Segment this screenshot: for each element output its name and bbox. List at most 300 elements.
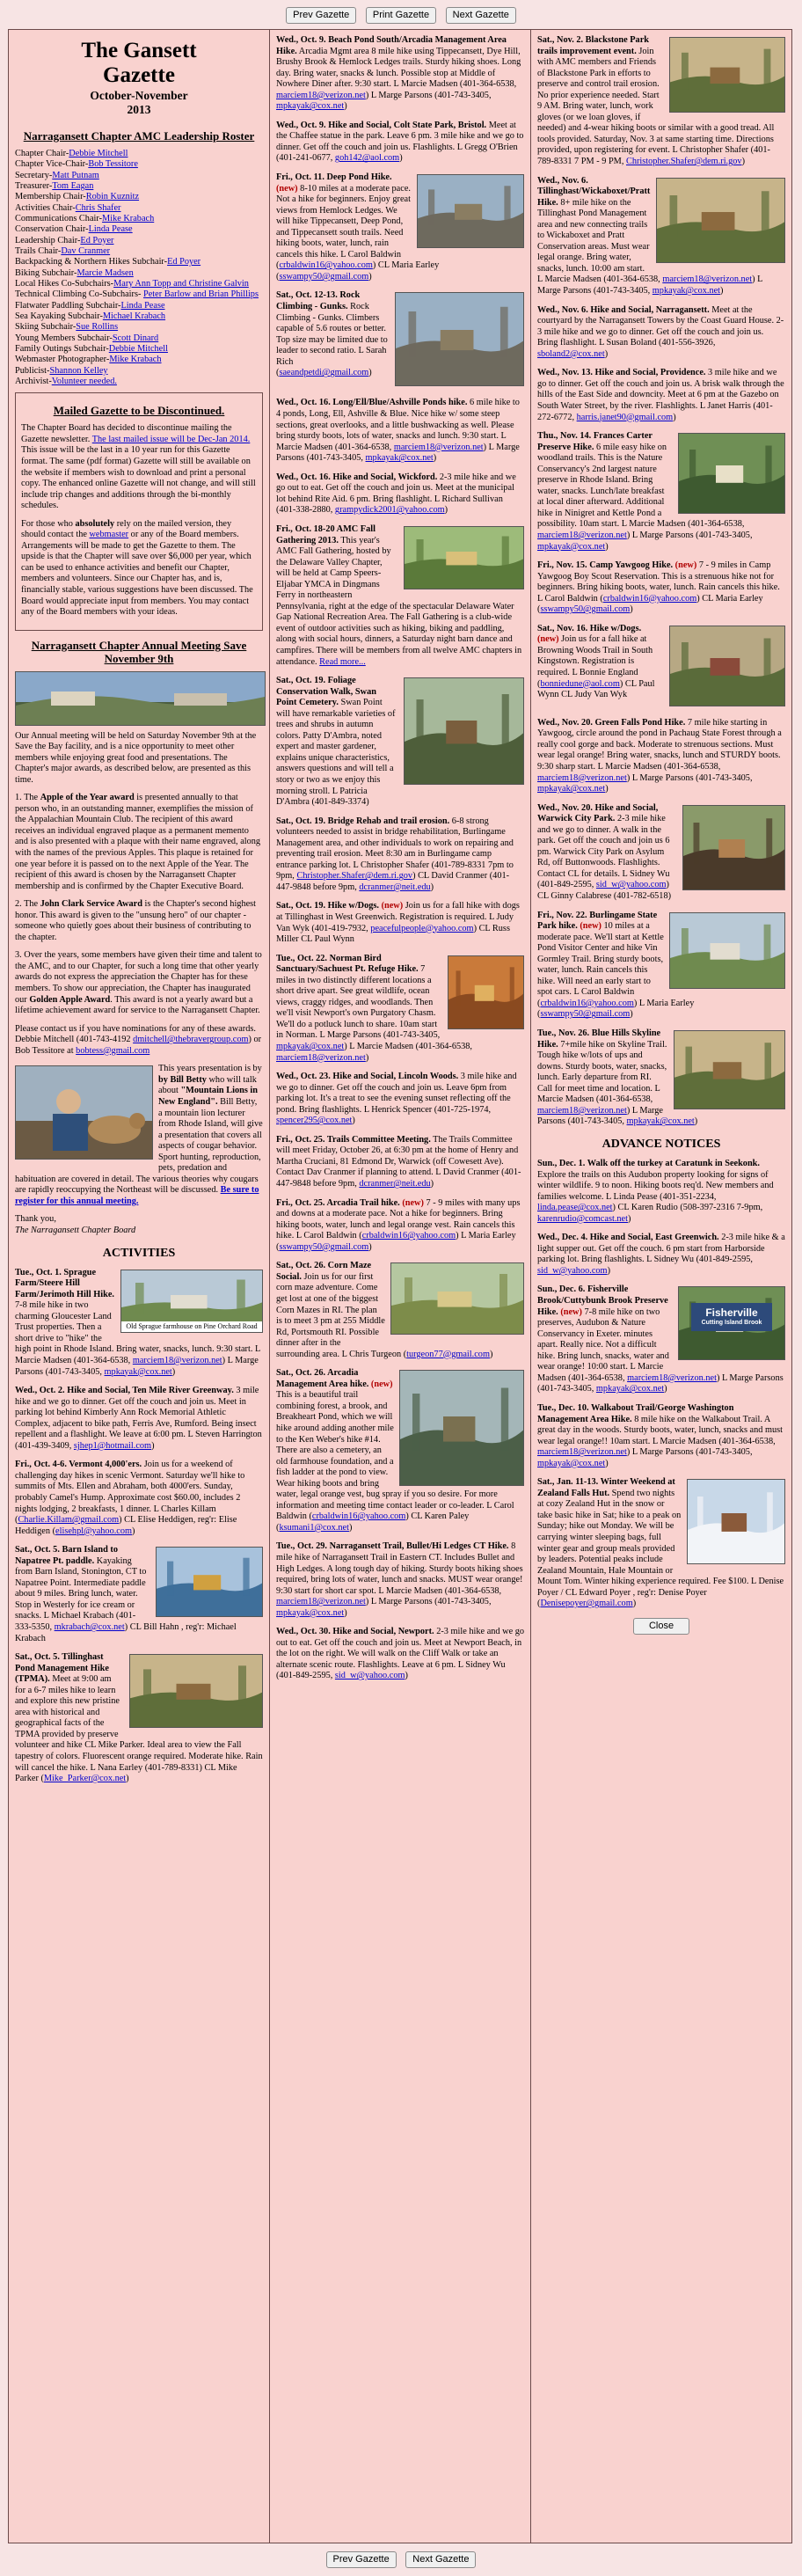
contact-link[interactable]: sid_w@yahoo.com [334, 1671, 405, 1681]
contact-link[interactable]: crbaldwin16@yahoo.com [311, 1511, 406, 1522]
event-date: Fri., Nov. 22. [537, 910, 587, 920]
mailed-heading: Mailed Gazette to be Discontinued. [53, 404, 225, 418]
prev-gazette-button[interactable]: Prev Gazette [326, 2551, 397, 2568]
contact-link[interactable]: crbaldwin16@yahoo.com [540, 998, 634, 1008]
contact-link[interactable]: marciem18@verizon.net [537, 772, 627, 783]
event-item [537, 431, 785, 553]
event-heading [537, 305, 710, 315]
contact-link[interactable]: marciem18@verizon.net [276, 1052, 366, 1063]
roster-name[interactable]: Bob Tessitore [88, 159, 138, 170]
contact-link[interactable]: sjhep1@hotmail.com [73, 1440, 152, 1451]
event-date: Wed., Dec. 4. [537, 1233, 588, 1243]
event-text: ) [605, 1458, 609, 1468]
trail-photo [669, 37, 785, 113]
contact-link[interactable]: marciem18@verizon.net [393, 442, 484, 452]
new-badge: (new) [399, 1197, 424, 1208]
event-text: ) [433, 453, 437, 464]
event-item [276, 398, 524, 464]
event-text: ) CL Maria Earley ( [276, 260, 440, 282]
contact-link[interactable]: mkrabach@cox.net [54, 1622, 125, 1632]
register-link[interactable]: Be sure to register for this annual meeting. [15, 1185, 259, 1206]
contact-link[interactable]: mpkayak@cox.net [104, 1366, 172, 1377]
text: Please contact us if you have nominations for any of these awards. Debbie Mitchell (401-743-4192 [15, 1023, 256, 1045]
event-body: 2-3 mile hike & a light supper out. Get off the couch. 6 pm start from Harborside parking lot. Bring flashlights. L Sidney Wu (401-849-2595, [537, 1233, 785, 1265]
event-text: ) [365, 1052, 369, 1063]
trail-photo [674, 1030, 785, 1109]
event-title: Vermont 4,000'ers. [69, 1460, 142, 1470]
text: . This award is not a yearly award but a lifetime achievement award for service to the Narragansett Chapter. [15, 994, 260, 1016]
event-title: Winter Weekend at Zealand Falls Hut. [537, 1477, 675, 1498]
new-badge: (new) [558, 1306, 582, 1317]
event-item [537, 803, 785, 903]
event-text: ) [368, 1241, 372, 1252]
contact-link[interactable]: marciem18@verizon.net [276, 90, 366, 100]
event-title: Beach Pond South/Arcadia Management Area Hike. [276, 35, 507, 56]
text: The Narragansett Chapter Board [15, 1225, 136, 1235]
contact-link[interactable]: crbaldwin16@yahoo.com [361, 1231, 456, 1241]
event-heading [276, 398, 467, 407]
roster-name[interactable]: Marcie Madsen [77, 267, 134, 278]
roster-row [15, 311, 263, 322]
event-text: ) L Marge Parsons (401-743-3405, [276, 442, 520, 464]
contact-link[interactable]: mpkayak@cox.net [365, 453, 434, 464]
contact-link[interactable]: mpkayak@cox.net [652, 286, 721, 296]
top-nav [0, 7, 802, 24]
event-title: Hike and Social, Providence. [594, 368, 706, 378]
event-text: ) [605, 541, 609, 552]
event-body: 7-8 mile hike on two preserves, Audubon & Nature Conservancy in Exeter. minutes apart. Really nice. Not a difficult hike. Bring lunch, snacks, water and wear orange! 10:00 start. L Marcie Madsen (401-364-6538, [537, 1306, 669, 1383]
event-title: Barn Island to Napatree Pt. paddle. [15, 1545, 119, 1566]
event-text: ) CL Bill Hahn , reg'r: Michael Krabach [15, 1622, 237, 1643]
text: Cutting Island Brook [701, 1320, 762, 1327]
event-body: 7 - 9 miles in Camp Yawgoog Boy Scout Reservation. This is a strenuous hike not for beginners. Bring hiking boots, water, lunch. Rain cancels this hike. L Carol Baldwin ( [537, 560, 780, 604]
event-body: 6-8 strong volunteers needed to assist in bridge rehabilitation, Burlingame Management area, and other individuals to work on repairing and preventing trail erosion. Meet 8:30 am in Burlingame camp entrance parking lot. L Christopher Shafer (401-789-8331 7pm to 9pm, [276, 816, 514, 882]
contact-link[interactable]: turgeon77@gmail.com [406, 1349, 490, 1359]
event-body: 8 mile hike of Narragansett Trail in Eastern CT. Includes Bullet and High Ledges. A long tough day of hiking. Sturdy boots hiking shoes required, bring lots of water, lunch and snacks. MUST wear orange! 9:30 start for short car spot. L Marcie Madsen (401-364-6538, [276, 1541, 523, 1596]
text: 2. The [15, 899, 40, 910]
event-body: 7-8 mile hike in two charming Gloucester Land Trust properties. Then a short drive to "hike" the high point in Rhode Island. Bring water, snacks, lunch. 9:30 start. L Marcie Madsen (401-364-6538, [15, 1300, 260, 1365]
contact-link[interactable]: marciem18@verizon.net [627, 1372, 717, 1383]
roster-row [15, 181, 263, 192]
contact-link[interactable]: marciem18@verizon.net [276, 1597, 366, 1607]
advance-notices-list [537, 1159, 785, 1610]
event-date: Wed., Oct. 30. [276, 1627, 331, 1637]
roster-role: Biking Subchair- [15, 267, 77, 278]
event-item [15, 1652, 263, 1785]
roster-row [15, 355, 263, 365]
mailed-paragraph-1 [21, 423, 257, 511]
contact-link[interactable]: crbaldwin16@yahoo.com [279, 260, 373, 271]
farmhouse-photo [669, 912, 785, 989]
event-body: The Trails Committee will meet Friday, October 26, at 6:30 pm at the home of Henry and Martha Cruciani, 81 Edmond Dr, Warwick (off Cowesett Ave). Contact Dav Cranmer if planning to attend. L David Cranmer (401-447-9848 before 9pm, [276, 1134, 521, 1189]
contact-link[interactable]: bonniedune@aol.com [540, 678, 620, 689]
event-text: ) L Marge Parsons (401-743-3405, [626, 1447, 753, 1458]
contact-link[interactable]: saeandpetdi@gmail.com [279, 368, 369, 378]
event-title: Arcadia Management Area hike. [276, 1368, 369, 1389]
text: Golden Apple Award [29, 994, 111, 1005]
nominations-contact [15, 1024, 263, 1057]
contact-link[interactable]: Christopher.Shafer@dem.ri.gov [625, 157, 742, 167]
text: This years presentation is by [158, 1064, 262, 1074]
sign-text [691, 1303, 772, 1330]
contact-link[interactable]: dcranmer@neit.edu [359, 882, 431, 892]
mailed-gazette-notice [15, 392, 263, 630]
last-issue-link[interactable]: The last mailed issue will be Dec-Jan 2014. [91, 434, 251, 444]
event-item [276, 901, 524, 945]
cliffs-photo [395, 292, 524, 386]
event-body: 10 miles at a moderate pace. We'll start at Kettle Pond Visitor Center and hike Vin Gormley Trail. Bring sturdy boots, water, lunch. Rain cancels this hike. Will need an early start to spot cars. L Carol Baldwin ( [537, 921, 664, 1008]
next-gazette-button[interactable]: Next Gazette [446, 7, 516, 24]
event-text: ) L Marge Parsons (401-743-3405, [365, 1597, 492, 1607]
event-date: Fri., Oct. 4-6. [15, 1460, 67, 1470]
roster-name[interactable]: Dav Cranmer [61, 245, 111, 256]
contact-link[interactable]: linda.pease@cox.net [537, 1203, 613, 1213]
event-text: ) [444, 505, 448, 516]
event-text: ) L Marcie Madsen (401-364-6538, [344, 1042, 472, 1052]
contact-link[interactable]: mpkayak@cox.net [537, 784, 606, 794]
event-heading [276, 1541, 509, 1551]
event-title: Narragansett Trail, Bullet/Hi Ledges CT Hike. [329, 1541, 509, 1552]
roster-name[interactable]: Robin Kuznitz [85, 192, 140, 202]
text: is presented annually to that person who, in an outstanding manner, exemplifies the mission of the Appalachian Mountain Club. The recipient of this award receives an individual engraved plaque as a permanent memento and is also presented with a plaque with their name engraved, along with the names of the previous Apples. This plaque is retained for one year before it is passed on to the next Apple of the Year. The recipient of this award is chosen by the Narragansett Chapter membership and is confirmed by the Chapter Executive Board. [15, 793, 261, 891]
roster-name[interactable]: Matt Putnam [52, 170, 99, 180]
text: Thank you, [15, 1214, 56, 1225]
apple-award [15, 793, 263, 892]
roster-name[interactable]: Linda Pease [88, 224, 133, 235]
event-body: 2-3 mile hike and we go out to eat. Get off the couch and join us. Meet at the municipal lot behind Rite Aid. 6 pm. Bring flashlight. L Richard Sullivan (401-338-2880, [276, 472, 516, 516]
contact-link[interactable]: mpkayak@cox.net [537, 541, 606, 552]
event-date: Wed., Oct. 9. [276, 120, 326, 130]
activities-list-middle [276, 35, 524, 1682]
event-date: Tue., Nov. 26. [537, 1028, 590, 1039]
contact-link[interactable]: mpkayak@cox.net [595, 1384, 665, 1394]
roster-name[interactable]: Mary Ann Topp and Christine Galvin [113, 279, 249, 289]
roster-role: Publicist- [15, 365, 50, 376]
event-date: Tue., Dec. 10. [537, 1402, 589, 1413]
roster-name[interactable]: Sue Rollins [76, 322, 119, 333]
signoff [15, 1214, 263, 1236]
annual-intro: Our Annual meeting will be held on Saturday November 9th at the Save the Bay facility, and is a nice opportunity to meet other members while enjoying great food and presentations. The Chapter's major awards, as described below, are presented as this time. [15, 730, 257, 785]
roster-role: Technical Climbing Co-Subchairs- [15, 289, 143, 300]
roster-row [15, 224, 263, 235]
contact-link[interactable]: marciem18@verizon.net [537, 530, 627, 540]
event-text: ) [627, 1213, 631, 1224]
text: ) or Bob Tessitore at [15, 1035, 262, 1056]
roster-row [15, 159, 263, 170]
event-item [537, 1284, 785, 1394]
contact-link[interactable]: sswampy50@gmail.com [540, 1009, 631, 1020]
event-heading [537, 624, 641, 633]
event-heading [276, 472, 437, 482]
event-text: ) [352, 1116, 355, 1126]
event-text: ) [741, 157, 746, 167]
next-gazette-button[interactable]: Next Gazette [405, 2551, 476, 2568]
event-text: ) [399, 153, 403, 164]
event-date: Sat., Nov. 2. [537, 35, 584, 45]
contact-link[interactable]: dcranmer@neit.edu [359, 1179, 431, 1189]
contact-link[interactable]: sboland2@cox.net [537, 348, 605, 359]
event-date: Wed., Nov. 13. [537, 368, 593, 378]
contact-link[interactable]: Denisepoyer@gmail.com [540, 1599, 633, 1609]
contact-link[interactable]: mpkayak@cox.net [276, 101, 345, 112]
event-item [537, 305, 785, 361]
event-text: ) [604, 348, 609, 359]
event-heading [276, 1368, 368, 1389]
farmhouse-photo [120, 1270, 263, 1333]
event-item [537, 176, 785, 297]
contact-link[interactable]: sid_w@yahoo.com [595, 880, 667, 890]
close-button[interactable]: Close [633, 1618, 689, 1635]
roster-role: Chapter Chair- [15, 148, 69, 158]
contact-link[interactable]: Christopher.Shafer@dem.ri.gov [296, 871, 413, 882]
contact-link[interactable]: sswampy50@gmail.com [279, 271, 369, 282]
text: 3. Over the years, some members have given their time and talent to the AMC, and to our Chapter, for such a long time that other yearly awards do not express the appreciation the Chapter has for these members. To show our appreciation, the Chapter has inaugurated our [15, 950, 262, 1005]
roster-row [15, 246, 263, 257]
event-title: Walk off the turkey at Caratunk in Seekonk. [587, 1159, 760, 1169]
roster-row [15, 289, 263, 300]
event-title: Hike and Social, Warwick City Park. [537, 802, 659, 824]
event-date: Wed., Oct. 9. [276, 35, 326, 45]
event-date: Tue., Oct. 22. [276, 953, 327, 963]
leadership-roster [15, 149, 263, 388]
event-title: Frances Carter Preserve Hike. [537, 431, 653, 452]
advance-notices-heading: ADVANCE NOTICES [602, 1137, 721, 1151]
event-body: 3 mile hike and we go to dinner. Get off the couch and join us. Leave 6pm from parking lot. It's a treat to see the evening sunset reflecting off the pond. Bring flashlights. L Henrick Spencer (401-725-1974, [276, 1072, 517, 1115]
text: Fisherville [705, 1306, 758, 1320]
contact-link[interactable]: karenrudio@comcast.net [537, 1213, 628, 1224]
contact-link[interactable]: peacefulpeople@yahoo.com [370, 923, 474, 933]
event-date: Wed., Nov. 6. [537, 175, 588, 186]
event-title: Trails Committee Meeting. [326, 1134, 431, 1145]
event-item [276, 1368, 524, 1533]
trail-photo [656, 178, 785, 263]
roster-role: Sea Kayaking Subchair- [15, 311, 103, 322]
event-heading [276, 121, 486, 130]
roster-role: Young Members Subchair- [15, 333, 113, 343]
email-link[interactable]: dmitchell@thebravergroup.com [133, 1035, 249, 1045]
print-gazette-button[interactable]: Print Gazette [366, 7, 436, 24]
roster-row [15, 257, 263, 267]
event-item [276, 121, 524, 165]
event-title: Green Falls Pond Hike. [594, 717, 686, 728]
event-text: ) [489, 1349, 493, 1359]
event-body: Swan Point will have remarkable varieties of trees and shrubs in autumn colors. Patty D'Ambra, noted expert and master gardener, explains unique characteristics, answers questions and will tell a story or two as we enjoy this morning stroll. L Patricia D'Ambra (401-849-3374) [276, 698, 396, 808]
event-item [15, 1545, 263, 1644]
mailed-paragraph-2 [21, 519, 257, 618]
contact-link[interactable]: marciem18@verizon.net [537, 1447, 627, 1458]
meeting-photo [404, 526, 524, 589]
email-link[interactable]: bobtess@gmail.com [76, 1045, 150, 1056]
event-title: Fisherville Brook/Cuttybunk Brook Preserve Hike. [537, 1284, 668, 1317]
contact-link[interactable]: Mike_Parker@cox.net [43, 1774, 127, 1784]
contact-link[interactable]: mpkayak@cox.net [626, 1116, 695, 1127]
event-text: ) CL Elise Heddigen, reg'r: Elise Heddigen ( [15, 1515, 237, 1536]
event-body: Join with AMC members and Friends of Blackstone Park in efforts to preserve and control trail erosion. No prior experience needed. Start 9 AM. Bring water, lunch, work gloves (or we loan gloves, if needed) and 4-wear hiking boots or similar with a good tread. All tools provided. Saturday, Nov. 3 at same starting time. Directions provided, upon registering for event. L Christopher Shafer (401-789-8331 7 PM - 9 PM, [537, 46, 775, 167]
leaves-photo [448, 955, 524, 1029]
event-text: ) [126, 1774, 129, 1784]
roster-row [15, 268, 263, 279]
new-badge: (new) [276, 183, 298, 194]
event-text: ) L Marge Parsons (401-743-3405, [365, 90, 492, 100]
contact-link[interactable]: grampydick2001@yahoo.com [334, 505, 445, 516]
event-title: Hike and Social, Wickford. [332, 472, 438, 482]
event-date: Wed., Oct. 16. [276, 472, 331, 482]
text: John Clark Service Award [40, 899, 142, 910]
new-badge: (new) [537, 634, 559, 645]
event-date: Wed., Nov. 6. [537, 304, 588, 315]
webmaster-link[interactable]: webmaster [89, 530, 129, 540]
roster-name[interactable]: Mike Krabach [109, 355, 162, 365]
roster-name[interactable]: Scott Dinard [112, 333, 159, 343]
contact-link[interactable]: Read more... [319, 656, 366, 667]
event-date: Sat., Jan. 11-13. [537, 1477, 599, 1488]
event-title: Hike and Social, Colt State Park, Bristol. [328, 120, 487, 130]
event-text: ) [607, 1265, 610, 1276]
event-heading [276, 954, 419, 975]
event-heading [537, 560, 673, 570]
contact-link[interactable]: sswampy50@gmail.com [279, 1241, 369, 1252]
roster-name[interactable]: Debbie Mitchell [108, 344, 168, 355]
roster-role: Local Hikes Co-Subchairs- [15, 279, 114, 289]
event-title: Deep Pond Hike. [326, 172, 392, 183]
corn-maze-photo [390, 1262, 524, 1335]
gazette-title [15, 39, 263, 87]
event-date: Sat., Oct. 19. [276, 676, 326, 686]
event-date: Fri., Oct. 25. [276, 1134, 325, 1145]
event-item [537, 368, 785, 423]
roster-role: Conservation Chair- [15, 224, 89, 235]
event-title: Arcadia Trail hike. [326, 1197, 400, 1208]
column-right [531, 30, 791, 2543]
new-badge: (new) [673, 560, 697, 571]
event-item [15, 1386, 263, 1452]
event-body: 8 mile hike on the Walkabout Trail. A great day in the woods. Sturdy boots, water, lunch, snacks and must wear legal orange!! 10am start. L Marcie Madsen (401-364-6538, [537, 1414, 783, 1446]
event-title: Rock Climbing - Gunks. [276, 290, 361, 312]
new-badge: (new) [379, 901, 404, 911]
roster-name[interactable]: Chris Shafer [75, 202, 121, 213]
contact-link[interactable]: mpkayak@cox.net [276, 1607, 345, 1618]
event-heading [276, 172, 392, 182]
roster-name[interactable]: Tom Eagan [52, 180, 94, 191]
event-item [537, 560, 785, 616]
bridge-photo [404, 677, 524, 785]
new-badge: (new) [368, 1379, 393, 1389]
event-title: Foliage Conservation Walk, Swan Point Cemetery. [276, 676, 376, 708]
text: This issue will be the last in a 10 year run for this Gazette format. The same (pdf format) Gazette will still be available on the website if members wish to download and print a personal copy. The enhanced online Gazette will not change, and will still include trip changes and additions through the bi-monthly schedules. [21, 445, 256, 511]
sign-photo [678, 433, 785, 514]
contact-link[interactable]: marciem18@verizon.net [662, 274, 753, 285]
event-body: Meet at the courtyard by the Narragansett Towers by the Coast Guard House. 2-3 mile hike and we go to dinner. Get off the couch and join us. Bring flashlight. L Susan Boland (401-556-3926, [537, 304, 784, 348]
event-body: 7 mile hike starting in Yawgoog, circle around the pond in Pachaug State Forest through a really cool gorge and back. Moderate to strenuous sections. Must wear legal orange! Bring water, snacks, lunch and STURDY boots. 9:30 sharp start. L Marcie Madsen (401-364-6538, [537, 717, 782, 772]
event-title: Hike and Social, Newport. [332, 1627, 434, 1637]
contact-link[interactable]: ksumani1@cox.net [279, 1522, 349, 1533]
roster-name[interactable]: Linda Pease [120, 300, 165, 311]
contact-link[interactable]: mpkayak@cox.net [537, 1458, 606, 1468]
roster-row [15, 301, 263, 311]
roster-row [15, 377, 263, 387]
event-text: ) [132, 1526, 135, 1536]
roster-name[interactable]: Ed Poyer [167, 257, 201, 267]
event-item [276, 954, 524, 1064]
event-text: ) L Maria Earley ( [537, 998, 695, 1020]
activities-heading: ACTIVITIES [102, 1246, 176, 1260]
issue-year: 2013 [127, 103, 151, 117]
event-body: Join us for a fall hike with dogs at Tillinghast in West Greenwich. Registration is required. L Judy Van Wyk (401-419-7932, [276, 901, 520, 933]
contact-link[interactable]: harris.janet90@gmail.com [576, 412, 674, 422]
event-text: ) [673, 412, 676, 422]
cliffs-photo [417, 174, 524, 248]
event-item [276, 472, 524, 516]
event-item [276, 676, 524, 809]
event-text: ) L Maria Earley ( [276, 1231, 516, 1252]
roster-name[interactable]: Michael Krabach [102, 311, 166, 322]
text: Bill Betty, a mountain lion lecturer from Rhode Island, will give a presentation that covers all aspects of cougar behavior. Sport hunting, reproduction, pets, predation and habituation are covered in detail. The various theories why cougars are rapidly reoccupying the Northeast will be discussed. [15, 1096, 263, 1196]
gazette-page [8, 29, 792, 2543]
leadership-heading: Narragansett Chapter AMC Leadership Roster [23, 128, 255, 143]
roster-name[interactable]: Shannon Kelley [49, 365, 108, 376]
event-date: Thu., Nov. 14. [537, 431, 592, 442]
event-heading [15, 1268, 114, 1299]
event-text: ) [720, 286, 724, 296]
roster-name[interactable]: Volunteer needed. [51, 377, 117, 387]
contact-link[interactable]: marciem18@verizon.net [132, 1355, 222, 1365]
contact-link[interactable]: sid_w@yahoo.com [537, 1265, 608, 1276]
text: by Bill Betty [158, 1074, 207, 1085]
roster-name[interactable]: Ed Poyer [80, 235, 114, 245]
event-text: ) CL Ginny Calabrese (401-782-6518) [537, 880, 672, 901]
event-heading [276, 901, 379, 911]
contact-link[interactable]: elisehpl@yahoo.com [55, 1526, 133, 1536]
contact-link[interactable]: marciem18@verizon.net [537, 1105, 627, 1116]
event-text: ) [348, 1522, 353, 1533]
sign-photo [678, 1286, 785, 1360]
event-heading [276, 1627, 434, 1636]
contact-link[interactable]: goh142@aol.com [334, 153, 400, 164]
bottom-nav [0, 2551, 802, 2568]
contact-link[interactable]: crbaldwin16@yahoo.com [602, 593, 697, 604]
contact-link[interactable]: spencer295@cox.net [276, 1116, 353, 1126]
roster-name[interactable]: Mike Krabach [102, 213, 155, 223]
contact-link[interactable]: sswampy50@gmail.com [540, 604, 631, 615]
event-title: Hike and Social, Ten Mile River Greenway. [67, 1386, 234, 1396]
contact-link[interactable]: mpkayak@cox.net [276, 1042, 345, 1052]
event-body: 2-3 mile hike and we go out to eat. Get off the couch and join us. Meet at Newport Beach, in the lot on the right. We will walk on the Cliff Walk or take an alternate scenic route. Flashlights. Leave at 6 pm. L Sidney Wu (401-849-2595, [276, 1627, 525, 1681]
prev-gazette-button[interactable]: Prev Gazette [286, 7, 356, 24]
event-title: AMC Fall Gathering 2013. [276, 523, 375, 545]
event-body: This year's AMC Fall Gathering, hosted by the Delaware Valley Chapter, will be held at Camp Speers-Eljabar YMCA in Dingmans Ferry in northeastern Pennsylvania, right at the edge of the spectacular Delaware Water Gap National Recreation Area. The Fall Gathering is a club-wide event of outdoor activities such as hiking, biking and paddling, along with social hours, dinners, a Saturday night barn dance and campfires. There will be members from all twelve AMC chapters in attendance. [276, 535, 522, 667]
text: rely on the mailed version, they should contact the [21, 518, 232, 540]
title-line-1: The Gansett [81, 39, 197, 62]
event-text: ) [171, 1366, 176, 1377]
event-title: Tillinghast Pond Management Hike (TPMA). [15, 1652, 109, 1685]
service-award [15, 899, 263, 943]
roster-row [15, 192, 263, 202]
column-middle [270, 30, 531, 2543]
contact-link[interactable]: Charlie.Killam@gmail.com [18, 1515, 120, 1526]
roster-name[interactable]: Peter Barlow and Brian Phillips [142, 289, 259, 300]
event-text: ) L Marge Parsons (401-743-3405, [626, 772, 753, 783]
event-date: Sun., Dec. 1. [537, 1159, 586, 1169]
roster-name[interactable]: Debbie Mitchell [69, 148, 128, 158]
event-date: Sat., Oct. 26. [276, 1368, 326, 1379]
event-body: Explore the trails on this Audubon property looking for signs of winter wildlife. 9 to noon. Hiking boots req'd. New members and families welcome. L Linda Pease (401-351-2234, [537, 1169, 774, 1202]
event-body: 7 miles in two distinctly different locations a short drive apart. See great wildlife, ocean views, craggy ridges, and woodlands. Then we'll visit Newport's own Purgatory Chasm. We'll do a potluck lunch to share. 10am start in Norman. L Marge Parsons (401-743-3405, [276, 964, 441, 1041]
event-item [15, 1460, 263, 1537]
event-text: ) CL Paul Wynn CL Judy Van Wyk [537, 678, 655, 700]
activities-list-left [15, 1268, 263, 1785]
event-heading [537, 368, 705, 377]
event-heading [537, 1159, 760, 1168]
